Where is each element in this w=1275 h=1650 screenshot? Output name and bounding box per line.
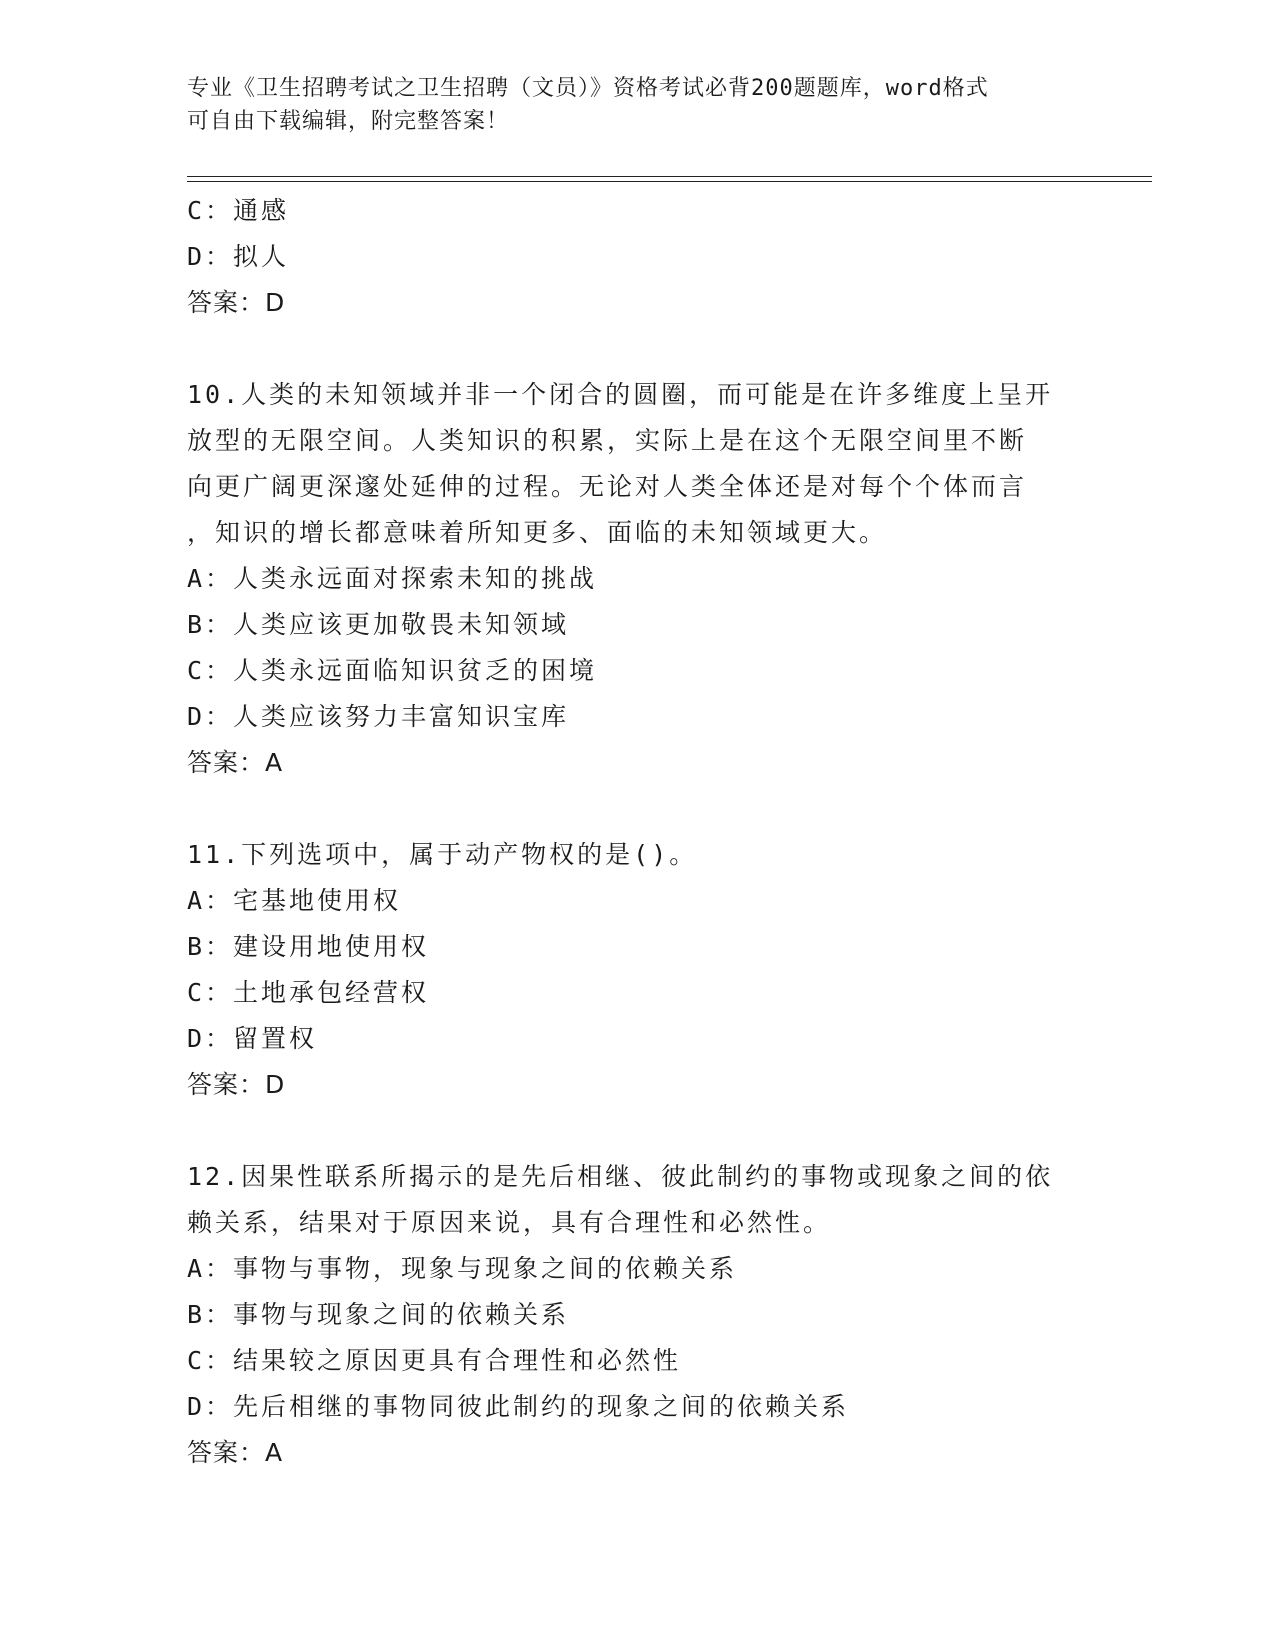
header-divider-bottom	[187, 181, 1152, 182]
option-c: C：人类永远面临知识贫乏的困境	[187, 656, 598, 685]
header-line-2: 可自由下载编辑，附完整答案！	[187, 109, 510, 134]
option-b: B：人类应该更加敬畏未知领域	[187, 610, 570, 639]
option-a: A：事物与事物，现象与现象之间的依赖关系	[187, 1254, 738, 1283]
option-a: A：宅基地使用权	[187, 886, 402, 915]
question-12	[187, 1154, 1087, 1476]
option-d: D：拟人	[187, 242, 290, 271]
question-stem-line: 放型的无限空间。人类知识的积累，实际上是在这个无限空间里不断	[187, 426, 1028, 455]
answer-line: 答案：A	[187, 1438, 284, 1467]
question-stem-line: 赖关系，结果对于原因来说，具有合理性和必然性。	[187, 1208, 832, 1237]
question-stem-line: 10.人类的未知领域并非一个闭合的圆圈，而可能是在许多维度上呈开	[187, 380, 1054, 409]
option-b: B：建设用地使用权	[187, 932, 430, 961]
option-d: D：留置权	[187, 1024, 318, 1053]
question-stem-line: 12.因果性联系所揭示的是先后相继、彼此制约的事物或现象之间的依	[187, 1162, 1054, 1191]
option-c: C：通感	[187, 196, 290, 225]
document-header	[187, 72, 1067, 138]
question-content	[187, 188, 1087, 1476]
answer-line: 答案：D	[187, 1070, 286, 1099]
question-stem-line: 向更广阔更深邃处延伸的过程。无论对人类全体还是对每个个体而言	[187, 472, 1028, 501]
question-11	[187, 832, 1087, 1108]
question-stem-line: ，知识的增长都意味着所知更多、面临的未知领域更大。	[187, 518, 888, 547]
partial-question	[187, 188, 1087, 326]
question-10	[187, 372, 1087, 786]
header-divider-top	[187, 176, 1152, 177]
question-stem-line: 11.下列选项中，属于动产物权的是()。	[187, 840, 698, 869]
option-c: C：结果较之原因更具有合理性和必然性	[187, 1346, 682, 1375]
option-a: A：人类永远面对探索未知的挑战	[187, 564, 598, 593]
answer-line: 答案：A	[187, 748, 284, 777]
option-c: C：土地承包经营权	[187, 978, 430, 1007]
header-line-1: 专业《卫生招聘考试之卫生招聘（文员）》资格考试必背200题题库，word格式	[187, 76, 989, 101]
option-d: D：人类应该努力丰富知识宝库	[187, 702, 570, 731]
option-d: D：先后相继的事物同彼此制约的现象之间的依赖关系	[187, 1392, 850, 1421]
answer-line: 答案：D	[187, 288, 286, 317]
option-b: B：事物与现象之间的依赖关系	[187, 1300, 570, 1329]
